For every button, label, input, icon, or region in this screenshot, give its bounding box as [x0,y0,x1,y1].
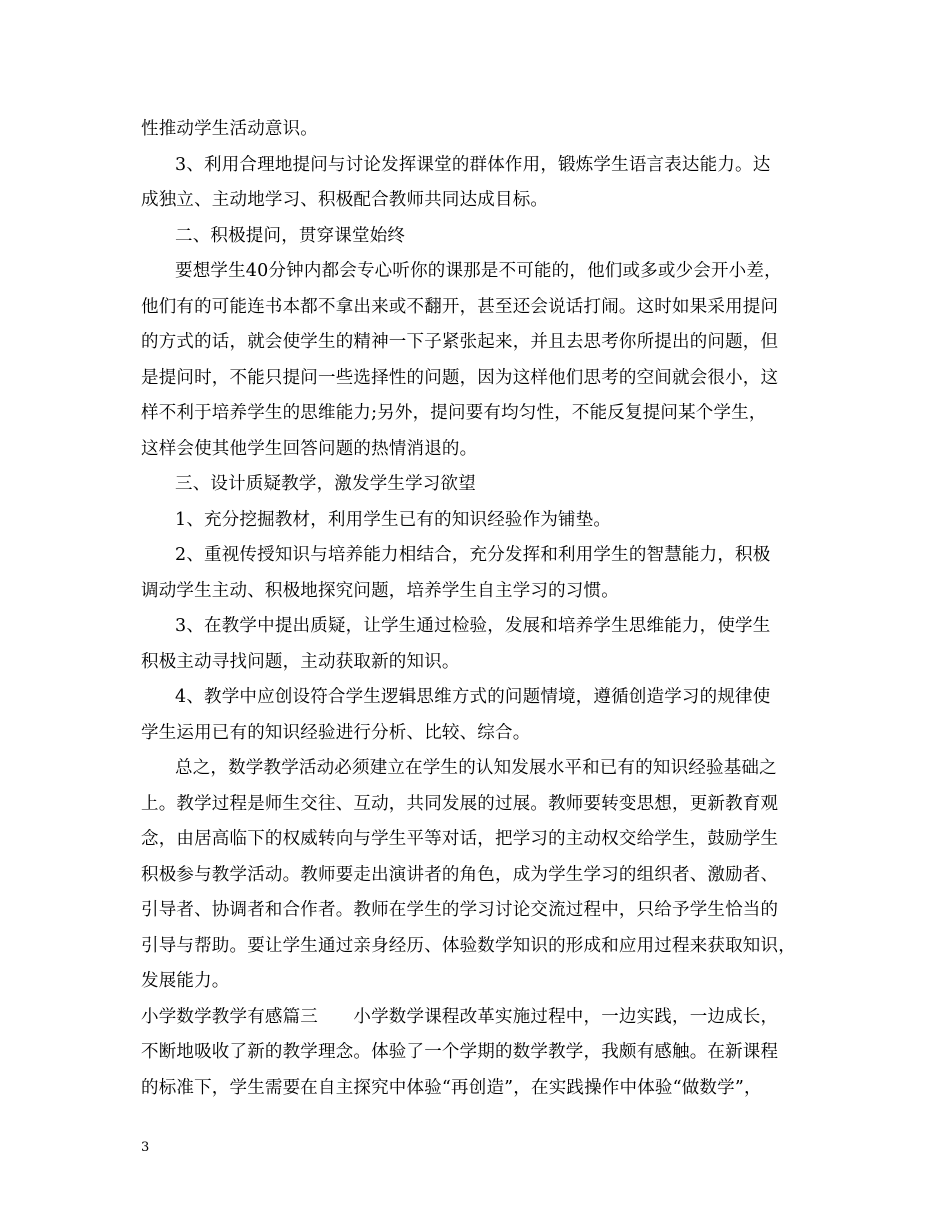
text-line: 调动学生主动、积极地探究问题，培养学生自主学习的习惯。 [141,580,619,601]
text-line: 念，由居高临下的权威转向与学生平等对话，把学习的主动权交给学生，鼓励学生 [141,829,779,849]
text-line: 1、充分挖掘教材，利用学生已有的知识经验作为铺垫。 [175,509,612,530]
text-line: 积极参与教学活动。教师要走出演讲者的角色，成为学生学习的组织者、激励者、 [141,864,779,885]
text-line: 这样会使其他学生回答问题的热情消退的。 [141,438,478,459]
text-line: 引导与帮助。要让学生通过亲身经历、体验数学知识的形成和应用过程来获取知识， [141,935,796,956]
text-line: 成独立、主动地学习、积极配合教师共同达成目标。 [141,190,549,210]
text-line: 性推动学生活动意识。 [141,119,318,139]
text-line: 2、重视传授知识与培养能力相结合，充分发挥和利用学生的智慧能力，积极 [175,545,771,565]
section-heading: 三、设计质疑教学，激发学生学习欲望 [175,474,476,494]
text-line: 样不利于培养学生的思维能力;另外，提问要有均匀性，不能反复提问某个学生， [141,403,767,423]
text-line: 上。教学过程是师生交往、互动，共同发展的过展。教师要转变思想，更新教育观 [141,793,779,814]
text-line: 4、教学中应创设符合学生逻辑思维方式的问题情境，遵循创造学习的规律使 [175,687,771,707]
document-body [141,112,821,1106]
text-line: 积极主动寻找问题，主动获取新的知识。 [141,651,460,672]
page-number: 3 [141,1140,150,1155]
text-line: 是提问时，不能只提问一些选择性的问题，因为这样他们思考的空间就会很小，这 [141,367,779,388]
text-line: 小学数学教学有感篇三 小学数学课程改革实施过程中，一边实践，一边成长， [141,1006,779,1027]
text-line: 不断地吸收了新的教学理念。体验了一个学期的数学教学，我颇有感触。在新课程 [141,1042,779,1062]
text-line: 他们有的可能连书本都不拿出来或不翻开，甚至还会说话打闹。这时如果采用提问 [141,296,779,317]
section-heading: 二、积极提问，贯穿课堂始终 [175,225,406,246]
text-line: 总之，数学教学活动必须建立在学生的认知发展水平和已有的知识经验基础之 [175,758,777,778]
text-line: 的标准下，学生需要在自主探究中体验“再创造”，在实践操作中体验“做数学”， [141,1077,762,1098]
text-line: 的方式的话，就会使学生的精神一下子紧张起来，并且去思考你所提出的问题，但 [141,332,779,352]
text-line: 3、在教学中提出质疑，让学生通过检验，发展和培养学生思维能力，使学生 [175,616,771,636]
text-line: 学生运用已有的知识经验进行分析、比较、综合。 [141,722,531,743]
text-line: 引导者、协调者和合作者。教师在学生的学习讨论交流过程中，只给予学生恰当的 [141,900,779,920]
text-line: 发展能力。 [141,971,230,991]
text-line: 3、利用合理地提问与讨论发挥课堂的群体作用，锻炼学生语言表达能力。达 [175,154,771,175]
text-line: 要想学生40分钟内都会专心听你的课那是不可能的，他们或多或少会开小差， [175,261,782,281]
